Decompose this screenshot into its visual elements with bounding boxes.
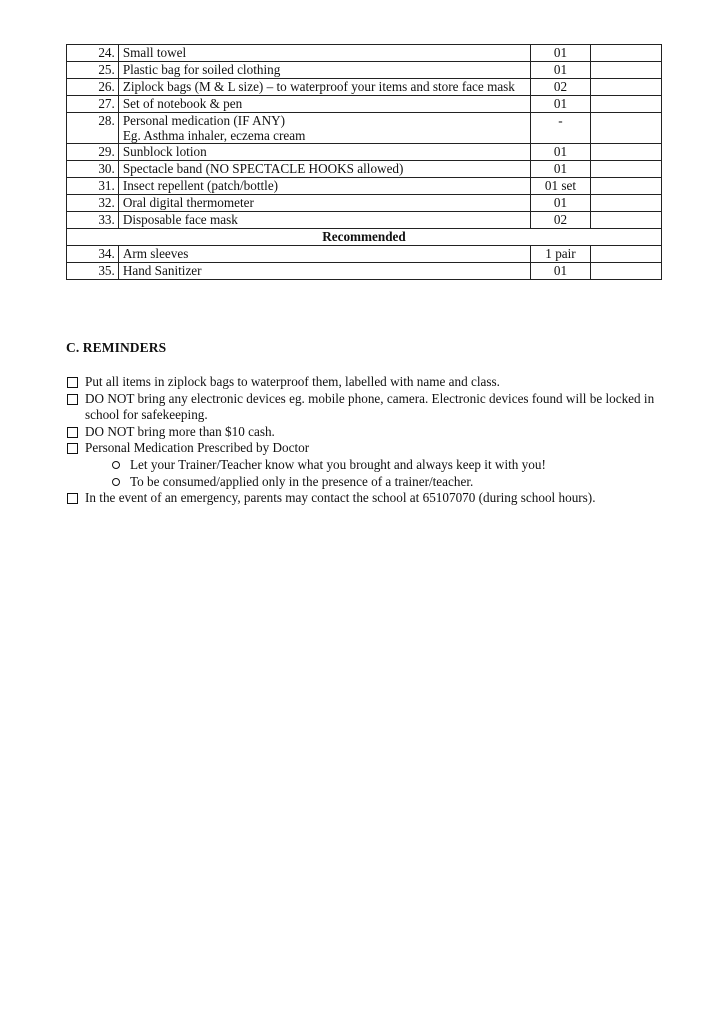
item-number: 26. [67, 79, 119, 96]
tick-cell [591, 45, 662, 62]
tick-cell [591, 178, 662, 195]
table-row [67, 144, 662, 161]
item-description: Arm sleeves [118, 246, 530, 263]
tick-cell [591, 79, 662, 96]
checkbox-icon [67, 427, 78, 438]
item-quantity: 02 [530, 212, 591, 229]
table-row [67, 113, 662, 144]
reminder-text: Put all items in ziplock bags to waterproof them, labelled with name and class. [85, 374, 500, 389]
circle-bullet-icon [112, 461, 120, 469]
table-row [67, 246, 662, 263]
packing-checklist-table [66, 44, 662, 280]
reminder-item [66, 490, 666, 507]
checkbox-icon [67, 443, 78, 454]
tick-cell [591, 113, 662, 144]
item-quantity: 01 [530, 62, 591, 79]
reminder-text: DO NOT bring any electronic devices eg. mobile phone, camera. Electronic devices found will be locked in school for safekeeping. [85, 390, 655, 423]
item-description: Disposable face mask [118, 212, 530, 229]
item-quantity: 02 [530, 79, 591, 96]
item-quantity: - [530, 113, 591, 144]
reminder-item [66, 374, 666, 391]
item-quantity: 01 [530, 263, 591, 280]
tick-cell [591, 62, 662, 79]
reminder-text: In the event of an emergency, parents may contact the school at 65107070 (during school hours). [85, 490, 596, 506]
reminder-text: Personal Medication Prescribed by Doctor [85, 440, 310, 456]
reminders-heading: C. REMINDERS [66, 340, 167, 355]
table-row [67, 263, 662, 280]
recommended-section-heading: Recommended [67, 229, 662, 246]
item-quantity: 01 [530, 161, 591, 178]
tick-cell [591, 195, 662, 212]
table-row [67, 96, 662, 113]
item-number: 28. [67, 113, 119, 144]
item-description: Ziplock bags (M & L size) – to waterproof your items and store face mask [118, 79, 530, 96]
reminder-sub-text: Let your Trainer/Teacher know what you brought and always keep it with you! [130, 456, 546, 472]
reminders-list [66, 374, 666, 507]
item-description-line2: Eg. Asthma inhaler, eczema cream [122, 128, 306, 143]
item-number: 34. [67, 246, 119, 263]
table-row [67, 212, 662, 229]
tick-cell [591, 144, 662, 161]
tick-cell [591, 246, 662, 263]
item-description: Spectacle band (NO SPECTACLE HOOKS allowed) [118, 161, 530, 178]
reminder-item [66, 440, 666, 457]
item-quantity: 1 pair [530, 246, 591, 263]
item-description-line1: Personal medication (IF ANY) [122, 113, 286, 128]
item-number: 25. [67, 62, 119, 79]
table-row [67, 195, 662, 212]
tick-cell [591, 161, 662, 178]
table-row [67, 161, 662, 178]
item-description: Set of notebook & pen [118, 96, 530, 113]
item-quantity: 01 [530, 96, 591, 113]
item-quantity: 01 set [530, 178, 591, 195]
reminder-item [66, 424, 666, 441]
item-quantity: 01 [530, 195, 591, 212]
reminder-sub-item [66, 474, 666, 491]
item-number: 27. [67, 96, 119, 113]
item-number: 33. [67, 212, 119, 229]
reminder-sub-text: To be consumed/applied only in the presence of a trainer/teacher. [130, 473, 474, 489]
table-row [67, 178, 662, 195]
item-description: Oral digital thermometer [118, 195, 530, 212]
item-description: Insect repellent (patch/bottle) [118, 178, 530, 195]
checkbox-icon [67, 377, 78, 388]
reminder-item [66, 391, 666, 424]
item-description: Sunblock lotion [118, 144, 530, 161]
checkbox-icon [67, 394, 78, 405]
checkbox-icon [67, 493, 78, 504]
table-row [67, 79, 662, 96]
item-quantity: 01 [530, 144, 591, 161]
item-description [118, 113, 530, 144]
reminder-sub-item [66, 457, 666, 474]
item-description: Plastic bag for soiled clothing [118, 62, 530, 79]
tick-cell [591, 96, 662, 113]
item-description: Small towel [118, 45, 530, 62]
item-quantity: 01 [530, 45, 591, 62]
tick-cell [591, 212, 662, 229]
item-number: 35. [67, 263, 119, 280]
table-row [67, 45, 662, 62]
circle-bullet-icon [112, 478, 120, 486]
item-number: 31. [67, 178, 119, 195]
recommended-section-row [67, 229, 662, 246]
tick-cell [591, 263, 662, 280]
item-description: Hand Sanitizer [118, 263, 530, 280]
item-number: 32. [67, 195, 119, 212]
item-number: 24. [67, 45, 119, 62]
table-row [67, 62, 662, 79]
reminder-text: DO NOT bring more than $10 cash. [85, 423, 275, 439]
item-number: 30. [67, 161, 119, 178]
item-number: 29. [67, 144, 119, 161]
